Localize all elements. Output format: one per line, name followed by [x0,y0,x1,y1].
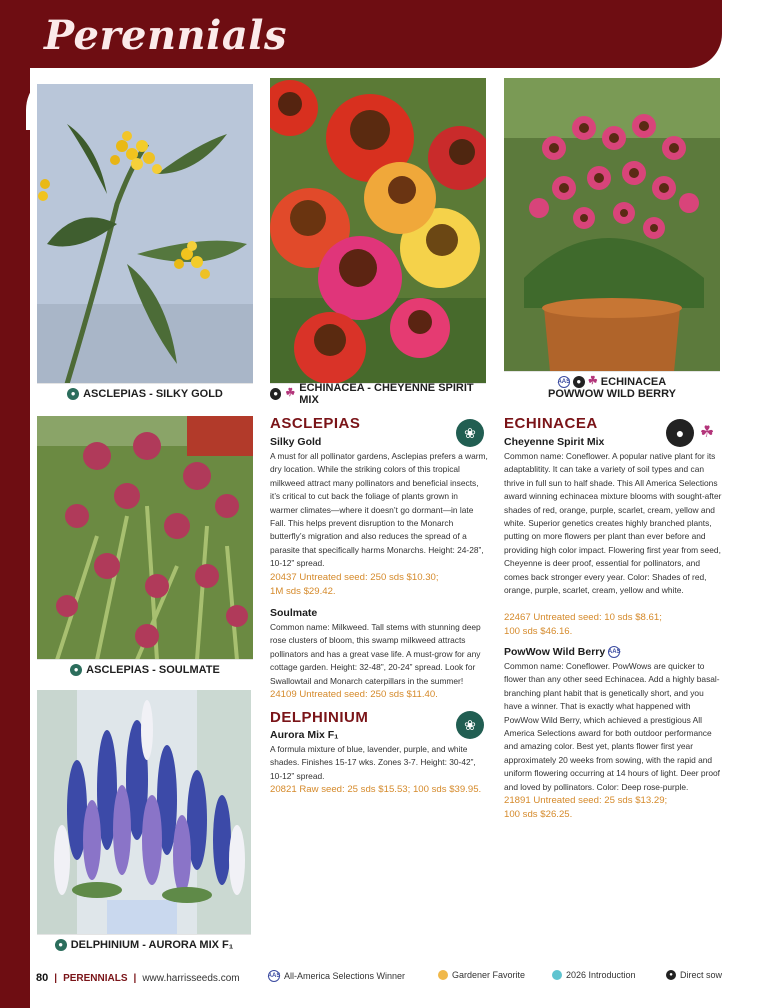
soulmate-description: Common name: Milkweed. Tall stems with stunning deep rose clusters of bloom, this swamp milkweed attracts pollinators and has a great vase life. A must-grow for any cottage garden. Height: 32-48”, 20-24” spread. Look for Swallowtail and Monarch caterpillars in the summer! [270,622,481,686]
pot-icon: ☘ [699,424,715,441]
aas-icon: AAS [558,376,570,388]
legend-aas: AAS All-America Selections Winner [267,971,406,981]
caption-cheyenne: ● ☘ ECHINACEA - CHEYENNE SPIRIT MIX [270,383,486,403]
aas-icon: AAS [608,646,620,658]
direct-sow-icon: ● [666,419,694,447]
powwow-name: PowWow Wild Berry AAS [504,646,621,658]
footer-separator: | [54,972,58,984]
echinacea-heading: ECHINACEA [504,415,598,432]
globe-icon: ● [70,664,82,676]
aurora-mix-name: Aurora Mix F₁ [270,729,339,741]
soulmate-price: 24109 Untreated seed: 250 sds $11.40. [270,689,438,700]
caption-delphinium: ● DELPHINIUM - AURORA MIX F₁ [37,934,251,954]
asclepias-heading: ASCLEPIAS [270,415,361,432]
direct-sow-icon: ● [573,376,585,388]
left-sidebar-band [0,0,30,1008]
silky-gold-price-line-2: 1M sds $29.42. [270,586,336,597]
direct-sow-icon: ● [270,388,281,400]
photo-echinacea-powwow [504,78,720,372]
delphinium-heading: DELPHINIUM [270,709,369,726]
photo-asclepias-soulmate [37,416,253,660]
direct-sow-icon: ● [666,970,676,980]
powwow-price-line-1: 21891 Untreated seed: 25 sds $13.29; [504,795,668,806]
footer-separator: | [133,972,137,984]
legend-favorite: Gardener Favorite [438,970,525,980]
pot-icon: ☘ [285,387,296,399]
photo-asclepias-silky-gold [37,84,253,384]
cheyenne-spirit-description: Common name: Coneflower. A popular native plant for its adaptablitity. It can take a variety of soil types and can thrive in full sun to half shade. This All America Selections award winning echinacea mixture blooms with sought-after shades of red, orange, purple, scarlet, cream, yellow and white. Superior genetics creates highly branched plants, putting on more flowers per plant than ever before and providing high color impact. Flowering first year from seed, Cheyenne is deer proof, essential for pollinators, and comes back stronger every year. Color: Shades of red, orange, purple, scarlet, cream, yellow and white. [504,451,722,596]
globe-icon: ● [55,939,67,951]
cheyenne-spirit-price-line-2: 100 sds $46.16. [504,626,573,637]
page-number: 80 [36,972,49,984]
footer-section-name: PERENNIALS [63,972,128,984]
aurora-mix-description: A formula mixture of blue, lavender, purple, and white shades. Finishes 15-17 wks. Zones 3-7. Height: 30-42”, 10-12” spread. [270,744,476,781]
caption-powwow [504,371,720,403]
cheyenne-spirit-price-line-1: 22467 Untreated seed: 10 sds $8.61; [504,612,662,623]
caption-powwow-line-1: AAS ● ☘ ECHINACEA [557,375,667,388]
aas-icon: AAS [268,970,280,982]
footer-website[interactable]: www.harrisseeds.com [142,972,240,984]
pot-icon: ☘ [587,375,598,387]
silky-gold-name: Silky Gold [270,436,322,448]
introduction-dot-icon [552,970,562,980]
sprout-icon: ❀ [456,419,484,447]
photo-delphinium-aurora [37,690,251,934]
globe-icon: ● [67,388,79,400]
sprout-icon: ❀ [456,711,484,739]
legend-direct-sow: ● Direct sow [666,970,722,980]
powwow-price-line-2: 100 sds $26.25. [504,809,573,820]
powwow-description: Common name: Coneflower. PowWows are quicker to flower than any other seed Echinacea. Add a highly basal-branching plant habit that is genetically short, and you have a winner. That is exactly what happened with PowWow Wild Berry, which achieved a prestigious All America Selections award for both outdoor performance and amazing color. Best yet, plants flower first year approximately 20 weeks from sowing, with the rapid and uniform flowering occurring at 14 hours of light. Deer proof and loved by pollinators. Color: Deep rose-purple. [504,661,720,792]
legend-introduction: 2026 Introduction [552,970,636,980]
caption-silky-gold: ● ASCLEPIAS - SILKY GOLD [37,383,253,403]
caption-powwow-line-2: POWWOW WILD BERRY [548,387,676,400]
silky-gold-description: A must for all pollinator gardens, Asclepias prefers a warm, dry location. While the striking colors of this tropical milkweed attract many pollinators and beneficial insects, it’s critical to cut back the foliage of plants grown in warmer climates—where it doesn’t go dormant—in late Fall. This helps prevent disruption to the Monarch butterfly’s migration and also reduces the spread of a parasite that specifically harms Monarchs. Height: 24-28”, 10-12” spread. [270,451,488,569]
silky-gold-price-line-1: 20437 Untreated seed: 250 sds $10.30; [270,572,439,583]
page-title: Perennials [44,12,287,59]
aurora-mix-price: 20821 Raw seed: 25 sds $15.53; 100 sds $39.95. [270,784,482,795]
favorite-dot-icon [438,970,448,980]
photo-echinacea-cheyenne [270,78,486,384]
cheyenne-spirit-name: Cheyenne Spirit Mix [504,436,605,448]
caption-soulmate: ● ASCLEPIAS - SOULMATE [37,659,253,679]
soulmate-name: Soulmate [270,607,318,619]
